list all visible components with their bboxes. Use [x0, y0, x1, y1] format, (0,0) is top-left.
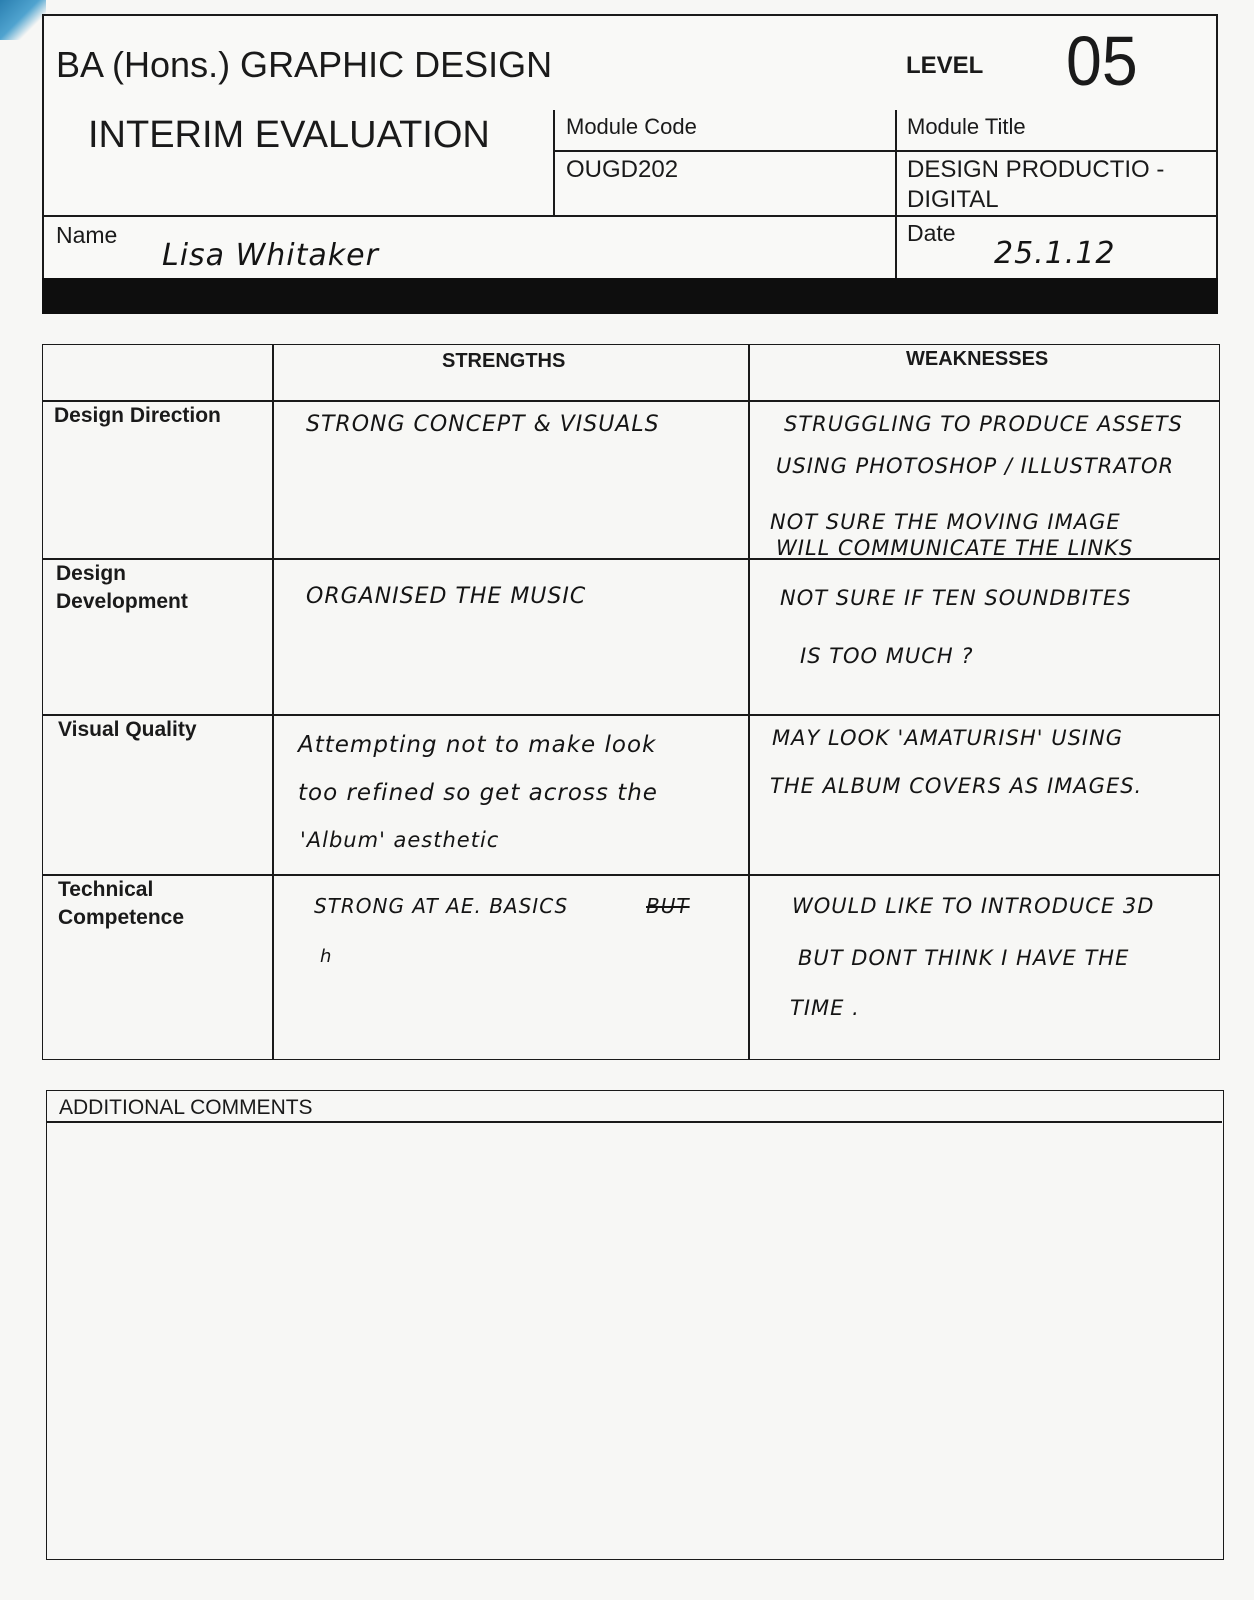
- table-col-line-2: [748, 344, 750, 1060]
- visual-quality-strength-3: 'Album' aesthetic: [300, 828, 500, 852]
- design-development-weakness-2: IS TOO MUCH ?: [800, 644, 974, 668]
- design-development-weakness-1: NOT SURE IF TEN SOUNDBITES: [780, 586, 1132, 610]
- row-label-technical: Technical: [58, 878, 154, 901]
- header-divider-module: [553, 150, 1218, 152]
- date-value: 25.1.12: [994, 236, 1116, 271]
- design-direction-weakness-1: STRUGGLING TO PRODUCE ASSETS: [784, 412, 1183, 436]
- row-label-design: Design: [56, 562, 127, 585]
- scan-corner-mark: [0, 0, 46, 40]
- technical-competence-strength-1: STRONG AT AE. BASICS: [314, 894, 569, 918]
- row-label-development: Development: [56, 590, 188, 613]
- additional-comments-label: ADDITIONAL COMMENTS: [59, 1096, 313, 1119]
- technical-competence-weakness-2: BUT DONT THINK I HAVE THE: [798, 946, 1130, 970]
- level-label: LEVEL: [906, 52, 984, 79]
- row-label-competence: Competence: [58, 906, 185, 929]
- date-label: Date: [907, 220, 956, 246]
- design-development-strength: ORGANISED THE MUSIC: [306, 584, 587, 609]
- technical-competence-weakness-3: TIME .: [790, 996, 860, 1020]
- strengths-header: STRENGTHS: [442, 350, 566, 372]
- additional-comments-box: [46, 1090, 1224, 1560]
- table-row-line-1: [42, 400, 1220, 402]
- form-title: INTERIM EVALUATION: [88, 114, 490, 156]
- module-code-value: OUGD202: [566, 156, 679, 183]
- technical-competence-weakness-1: WOULD LIKE TO INTRODUCE 3D: [792, 894, 1155, 918]
- row-label-design-direction: Design Direction: [54, 404, 221, 427]
- weaknesses-header: WEAKNESSES: [906, 348, 1049, 370]
- module-title-value-line1: DESIGN PRODUCTIO -: [907, 156, 1165, 183]
- header-black-bar: [42, 278, 1218, 314]
- technical-competence-strength-struck: BUT: [646, 894, 690, 918]
- technical-competence-strength-2: h: [320, 946, 333, 967]
- table-row-line-3: [42, 714, 1220, 716]
- visual-quality-strength-2: too refined so get across the: [298, 780, 658, 806]
- comments-header-divider: [47, 1121, 1222, 1123]
- name-label: Name: [56, 222, 118, 248]
- evaluation-table: [42, 344, 1220, 1060]
- name-value: Lisa Whitaker: [162, 238, 379, 273]
- visual-quality-weakness-1: MAY LOOK 'AMATURISH' USING: [772, 726, 1124, 750]
- row-label-visual-quality: Visual Quality: [58, 718, 197, 741]
- header-divider-code: [553, 110, 555, 216]
- design-direction-strength: STRONG CONCEPT & VISUALS: [306, 412, 660, 437]
- table-col-line-1: [272, 344, 274, 1060]
- header-divider-name: [44, 215, 1218, 217]
- design-direction-weakness-2: USING PHOTOSHOP / ILLUSTRATOR: [776, 454, 1175, 478]
- form-header: [42, 14, 1218, 278]
- visual-quality-weakness-2: THE ALBUM COVERS AS IMAGES.: [770, 774, 1143, 798]
- level-value: 05: [1066, 22, 1138, 100]
- visual-quality-strength-1: Attempting not to make look: [298, 732, 657, 758]
- header-divider-title: [895, 110, 897, 280]
- module-code-label: Module Code: [566, 114, 697, 139]
- programme-title: BA (Hons.) GRAPHIC DESIGN: [56, 44, 553, 85]
- module-title-label: Module Title: [907, 114, 1026, 139]
- design-direction-weakness-4: WILL COMMUNICATE THE LINKS: [776, 536, 1134, 560]
- module-title-value-line2: DIGITAL: [907, 186, 999, 213]
- table-row-line-4: [42, 874, 1220, 876]
- design-direction-weakness-3: NOT SURE THE MOVING IMAGE: [770, 510, 1121, 534]
